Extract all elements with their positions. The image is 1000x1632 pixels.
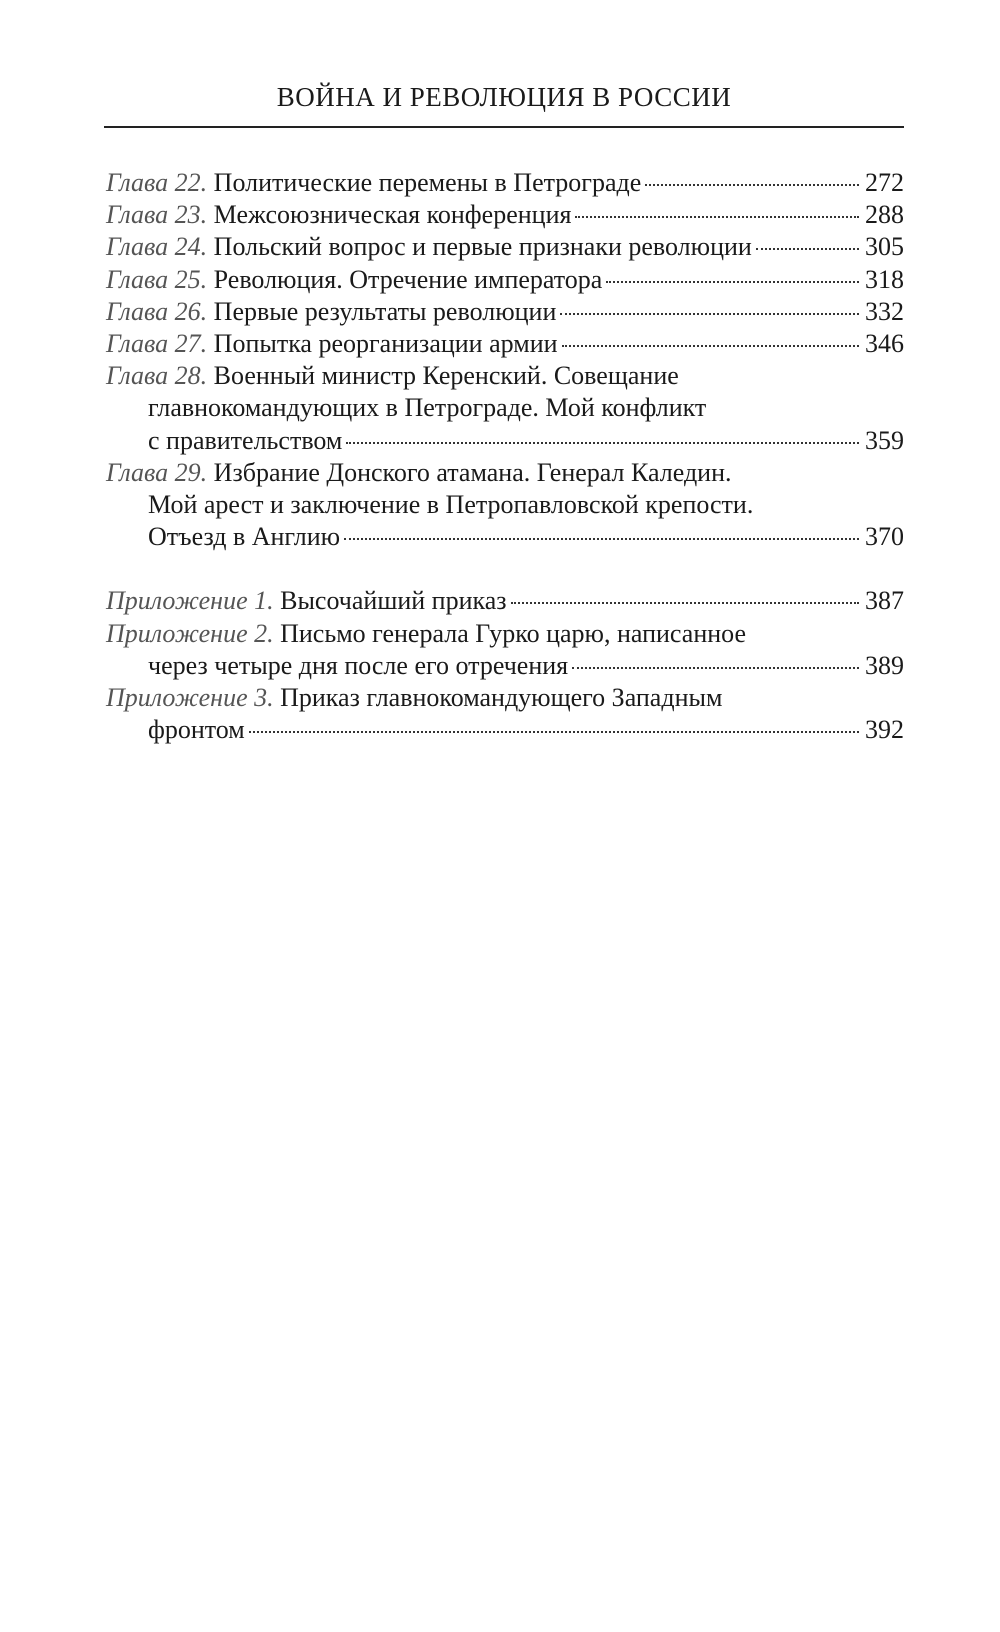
chapter-entry[interactable] — [106, 457, 904, 554]
entry-label: Глава 22. — [106, 168, 208, 197]
entry-title: Отъезд в Англию — [148, 522, 341, 552]
running-header: ВОЙНА И РЕВОЛЮЦИЯ В РОССИИ — [276, 82, 732, 112]
entry-title: главнокомандующих в Петрограде. Мой конфликт — [148, 393, 707, 423]
page-number: 389 — [865, 650, 904, 680]
entry-title: через четыре дня после его отречения — [148, 650, 569, 680]
entry-label: Приложение 3. — [106, 683, 274, 713]
entry-label: Приложение 2. — [106, 618, 274, 648]
entry-label: Глава 23. — [106, 200, 208, 230]
entry-title: Избрание Донского атамана. Генерал Каледин. — [213, 457, 732, 487]
toc-line — [106, 682, 904, 714]
section-gap — [106, 553, 904, 585]
entry-title: с правительством — [148, 425, 343, 455]
entry-label: Глава 29. — [106, 457, 208, 487]
dot-leader — [562, 345, 859, 347]
toc-line — [106, 585, 904, 617]
entry-title: Политические перемены в Петрограде — [213, 168, 642, 197]
page-number: 359 — [865, 425, 904, 455]
entry-title: Военный министр Керенский. Совещание — [213, 361, 679, 391]
page-number: 392 — [865, 715, 904, 745]
chapter-entry[interactable] — [106, 328, 904, 360]
toc-line — [106, 296, 904, 328]
appendix-entry[interactable] — [106, 618, 904, 682]
page-number: 370 — [865, 522, 904, 552]
dot-leader — [572, 667, 859, 669]
entry-title: Революция. Отречение императора — [213, 264, 603, 294]
toc-line — [106, 618, 904, 650]
chapter-entry[interactable] — [106, 360, 904, 457]
entry-title: Высочайший приказ — [280, 586, 507, 616]
appendix-entry[interactable] — [106, 585, 904, 617]
chapter-entry[interactable] — [106, 264, 904, 296]
entry-title: фронтом — [148, 715, 245, 745]
chapter-entry[interactable] — [106, 199, 904, 231]
toc-line — [106, 425, 904, 457]
toc-line — [106, 167, 904, 199]
toc-line — [106, 489, 904, 521]
dot-leader — [645, 184, 859, 186]
entry-label: Глава 25. — [106, 264, 208, 294]
toc-line — [106, 392, 904, 424]
dot-leader — [346, 442, 859, 444]
toc-line — [106, 360, 904, 392]
entry-label: Глава 24. — [106, 232, 208, 262]
page-number: 332 — [865, 296, 904, 326]
dot-leader — [560, 313, 859, 315]
toc-line — [106, 231, 904, 263]
header-rule — [104, 126, 904, 128]
entry-title: Письмо генерала Гурко царю, написанное — [280, 618, 747, 648]
toc-line — [106, 714, 904, 746]
page-number: 272 — [865, 168, 904, 197]
toc-line — [106, 199, 904, 231]
dot-leader — [344, 538, 859, 540]
dot-leader — [575, 216, 859, 218]
chapter-entry[interactable] — [106, 296, 904, 328]
page-number: 387 — [865, 586, 904, 616]
entry-title: Приказ главнокомандующего Западным — [280, 683, 723, 713]
entry-title: Польский вопрос и первые признаки революции — [213, 232, 752, 262]
chapter-entry[interactable] — [106, 167, 904, 199]
page-number: 318 — [865, 264, 904, 294]
page-number: 305 — [865, 232, 904, 262]
toc-line — [106, 457, 904, 489]
toc-line — [106, 328, 904, 360]
dot-leader — [249, 731, 859, 733]
entry-label: Глава 26. — [106, 296, 208, 326]
chapters-list — [106, 167, 904, 553]
page-number: 288 — [865, 200, 904, 230]
entry-title: Попытка реорганизации армии — [213, 329, 558, 359]
chapter-entry[interactable] — [106, 231, 904, 263]
entry-label: Приложение 1. — [106, 586, 274, 616]
entry-title: Межсоюзническая конференция — [213, 200, 572, 230]
entry-title: Первые результаты революции — [213, 296, 557, 326]
entry-title: Мой арест и заключение в Петропавловской крепости. — [148, 490, 754, 520]
toc-line — [106, 650, 904, 682]
page-number: 346 — [865, 329, 904, 359]
appendices-list — [106, 585, 904, 746]
dot-leader — [511, 602, 859, 604]
toc-line — [106, 521, 904, 553]
dot-leader — [756, 248, 859, 250]
entry-label: Глава 28. — [106, 361, 208, 391]
dot-leader — [606, 281, 859, 283]
entry-label: Глава 27. — [106, 329, 208, 359]
table-of-contents — [106, 167, 904, 746]
appendix-entry[interactable] — [106, 682, 904, 746]
toc-line — [106, 264, 904, 296]
